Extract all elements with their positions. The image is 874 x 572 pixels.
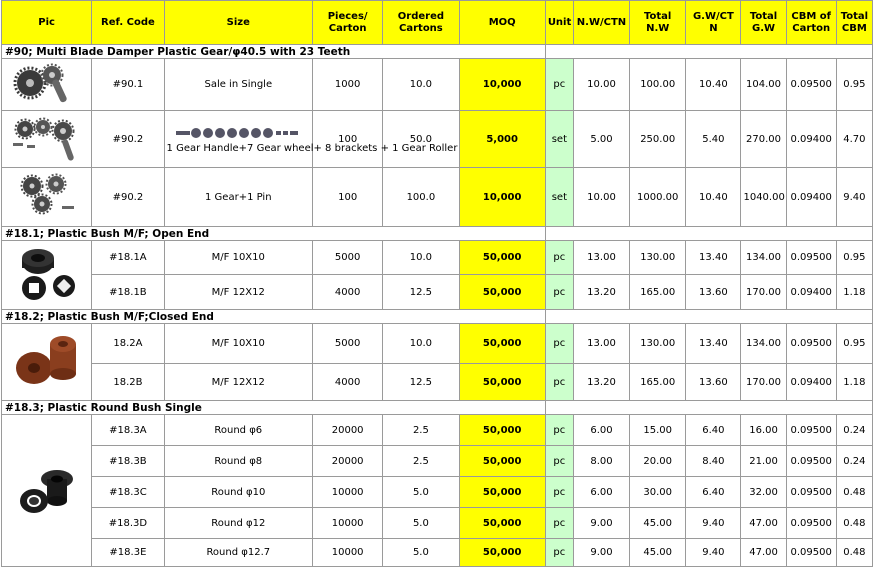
product-image[interactable] [2,111,92,168]
cbm-cell[interactable]: 0.09500 [786,241,836,275]
gear-with-handle-image [12,63,82,107]
moq-cell[interactable]: 50,000 [459,275,545,310]
cbm-cell[interactable]: 0.09500 [786,477,836,508]
section-title-row [2,227,873,241]
total-cbm-cell[interactable]: 0.95 [836,241,872,275]
brown-closed-bush-image [10,326,84,398]
cartons-cell[interactable]: 100.0 [383,168,459,227]
total-nw-cell[interactable]: 30.00 [630,477,686,508]
section-title[interactable]: #18.3; Plastic Round Bush Single [2,401,546,415]
total-cbm-cell[interactable]: 1.18 [836,275,872,310]
total-gw-cell[interactable]: 104.00 [741,59,786,111]
gw-cell[interactable]: 9.40 [686,508,741,539]
table-row [2,477,873,508]
unit-cell[interactable]: pc [545,324,573,364]
nw-cell[interactable]: 10.00 [573,168,629,227]
ref-code-cell[interactable]: #18.3D [92,508,164,539]
nw-cell[interactable]: 8.00 [573,446,629,477]
cartons-cell[interactable]: 10.0 [383,324,459,364]
total-cbm-cell[interactable]: 9.40 [836,168,872,227]
pieces-cell[interactable]: 10000 [313,508,383,539]
total-nw-cell[interactable]: 130.00 [630,241,686,275]
gw-cell[interactable]: 10.40 [686,168,741,227]
size-cell[interactable]: M/F 10X10 [164,241,313,275]
header-unit[interactable]: Unit [545,1,573,45]
section-blank [545,310,872,324]
header-total-cbm[interactable]: Total CBM [836,1,872,45]
total-gw-cell[interactable]: 47.00 [741,508,786,539]
pieces-cell[interactable]: 4000 [313,364,383,401]
cbm-cell[interactable]: 0.09400 [786,275,836,310]
total-cbm-cell[interactable]: 0.48 [836,539,872,567]
cartons-cell[interactable]: 10.0 [383,241,459,275]
black-round-bush-image [12,461,82,521]
moq-cell[interactable]: 10,000 [459,59,545,111]
total-cbm-cell[interactable]: 0.48 [836,477,872,508]
ref-code-cell[interactable]: #90.2 [92,111,164,168]
header-total-gw[interactable]: Total G.W [741,1,786,45]
unit-cell[interactable]: set [545,111,573,168]
gw-cell[interactable]: 5.40 [686,111,741,168]
table-row [2,168,873,227]
total-gw-cell[interactable]: 21.00 [741,446,786,477]
total-nw-cell[interactable]: 100.00 [630,59,686,111]
total-nw-cell[interactable]: 1000.00 [630,168,686,227]
section-title-row [2,310,873,324]
total-cbm-cell[interactable]: 0.95 [836,324,872,364]
ref-code-cell[interactable]: #18.3E [92,539,164,567]
gear-kit-image [7,115,87,163]
cartons-cell[interactable]: 12.5 [383,275,459,310]
moq-cell[interactable]: 50,000 [459,508,545,539]
cbm-cell[interactable]: 0.09400 [786,364,836,401]
cartons-cell[interactable]: 5.0 [383,508,459,539]
total-gw-cell[interactable]: 270.00 [741,111,786,168]
section-title-row [2,45,873,59]
total-gw-cell[interactable]: 170.00 [741,275,786,310]
header-row [2,1,873,45]
size-cell[interactable]: M/F 10X10 [164,324,313,364]
cartons-cell[interactable]: 10.0 [383,59,459,111]
header-moq[interactable]: MOQ [459,1,545,45]
size-description: 1 Gear Handle+7 Gear wheel+ 8 brackets + 1 Gear Roller [166,143,458,154]
total-cbm-cell[interactable]: 0.24 [836,415,872,446]
header-ref-code[interactable]: Ref. Code [92,1,164,45]
nw-cell[interactable]: 6.00 [573,477,629,508]
ref-code-cell[interactable]: #18.3A [92,415,164,446]
cbm-cell[interactable]: 0.09500 [786,539,836,567]
nw-cell[interactable]: 13.00 [573,324,629,364]
pieces-cell[interactable]: 4000 [313,275,383,310]
total-nw-cell[interactable]: 45.00 [630,508,686,539]
ref-code-cell[interactable]: #18.3C [92,477,164,508]
cartons-cell[interactable]: 12.5 [383,364,459,401]
nw-cell[interactable]: 13.00 [573,241,629,275]
total-nw-cell[interactable]: 165.00 [630,275,686,310]
black-open-bush-image [12,244,82,306]
gw-cell[interactable]: 8.40 [686,446,741,477]
pieces-cell[interactable]: 20000 [313,446,383,477]
gw-cell[interactable]: 13.40 [686,241,741,275]
header-gw-ctn[interactable]: G.W/CT N [686,1,741,45]
nw-cell[interactable]: 13.20 [573,364,629,401]
moq-cell[interactable]: 50,000 [459,446,545,477]
total-gw-cell[interactable]: 32.00 [741,477,786,508]
nw-cell[interactable]: 5.00 [573,111,629,168]
gw-cell[interactable]: 6.40 [686,415,741,446]
total-nw-cell[interactable]: 20.00 [630,446,686,477]
size-cell[interactable]: M/F 12X12 [164,275,313,310]
total-cbm-cell[interactable]: 0.24 [836,446,872,477]
unit-cell[interactable]: pc [545,446,573,477]
product-image[interactable] [2,415,92,567]
unit-cell[interactable]: pc [545,539,573,567]
section-title-row [2,401,873,415]
moq-cell[interactable]: 50,000 [459,415,545,446]
cbm-cell[interactable]: 0.09500 [786,59,836,111]
table-row [2,324,873,364]
total-gw-cell[interactable]: 134.00 [741,241,786,275]
nw-cell[interactable]: 10.00 [573,59,629,111]
ref-code-cell[interactable]: #90.1 [92,59,164,111]
total-nw-cell[interactable]: 45.00 [630,539,686,567]
size-cell[interactable]: Round φ12.7 [164,539,313,567]
header-pieces-carton[interactable]: Pieces/ Carton [313,1,383,45]
total-cbm-cell[interactable]: 4.70 [836,111,872,168]
size-cell[interactable]: Round φ6 [164,415,313,446]
header-total-nw[interactable]: Total N.W [630,1,686,45]
cartons-cell[interactable]: 5.0 [383,477,459,508]
nw-cell[interactable]: 13.20 [573,275,629,310]
section-blank [545,227,872,241]
unit-cell[interactable]: pc [545,364,573,401]
unit-cell[interactable]: pc [545,275,573,310]
table-row [2,275,873,310]
header-cbm-carton[interactable]: CBM of Carton [786,1,836,45]
nw-cell[interactable]: 9.00 [573,508,629,539]
total-gw-cell[interactable]: 16.00 [741,415,786,446]
moq-cell[interactable]: 50,000 [459,364,545,401]
ref-code-cell[interactable]: #90.2 [92,168,164,227]
header-pic[interactable]: Pic [2,1,92,45]
table-row [2,508,873,539]
table-row [2,539,873,567]
pieces-cell[interactable]: 100 [313,168,383,227]
total-nw-cell[interactable]: 130.00 [630,324,686,364]
moq-cell[interactable]: 5,000 [459,111,545,168]
table-row [2,111,873,168]
section-title[interactable]: #90; Multi Blade Damper Plastic Gear/φ40.5 with 23 Teeth [2,45,546,59]
gw-cell[interactable]: 10.40 [686,59,741,111]
cartons-cell[interactable]: 5.0 [383,539,459,567]
total-nw-cell[interactable]: 165.00 [630,364,686,401]
pieces-cell[interactable]: 1000 [313,59,383,111]
pieces-cell[interactable]: 5000 [313,241,383,275]
ref-code-cell[interactable]: 18.2B [92,364,164,401]
section-title[interactable]: #18.1; Plastic Bush M/F; Open End [2,227,546,241]
total-gw-cell[interactable]: 134.00 [741,324,786,364]
table-row [2,241,873,275]
total-nw-cell[interactable]: 250.00 [630,111,686,168]
pieces-cell[interactable]: 5000 [313,324,383,364]
cbm-cell[interactable]: 0.09400 [786,168,836,227]
total-cbm-cell[interactable]: 1.18 [836,364,872,401]
section-blank [545,45,872,59]
product-image[interactable] [2,59,92,111]
unit-cell[interactable]: pc [545,241,573,275]
total-gw-cell[interactable]: 1040.00 [741,168,786,227]
gear-pin-image [12,172,82,222]
moq-cell[interactable]: 50,000 [459,241,545,275]
size-cell[interactable]: M/F 12X12 [164,364,313,401]
gw-cell[interactable]: 6.40 [686,477,741,508]
moq-cell[interactable]: 50,000 [459,477,545,508]
table-row [2,59,873,111]
nw-cell[interactable]: 9.00 [573,539,629,567]
size-cell[interactable]: 1 Gear+1 Pin [164,168,313,227]
ref-code-cell[interactable]: 18.2A [92,324,164,364]
section-blank [545,401,872,415]
total-nw-cell[interactable]: 15.00 [630,415,686,446]
table-row [2,446,873,477]
moq-cell[interactable]: 50,000 [459,539,545,567]
table-row [2,415,873,446]
gear-strip-image [174,124,302,142]
unit-cell[interactable]: pc [545,508,573,539]
pieces-cell[interactable]: 10000 [313,477,383,508]
gw-cell[interactable]: 9.40 [686,539,741,567]
pieces-cell[interactable]: 10000 [313,539,383,567]
header-size[interactable]: Size [164,1,313,45]
section-title[interactable]: #18.2; Plastic Bush M/F;Closed End [2,310,546,324]
cartons-cell[interactable]: 2.5 [383,415,459,446]
cartons-cell[interactable]: 2.5 [383,446,459,477]
ref-code-cell[interactable]: #18.1B [92,275,164,310]
total-cbm-cell[interactable]: 0.95 [836,59,872,111]
cbm-cell[interactable]: 0.09500 [786,446,836,477]
cbm-cell[interactable]: 0.09500 [786,324,836,364]
total-cbm-cell[interactable]: 0.48 [836,508,872,539]
cartons-cell[interactable]: 50.0 [383,111,459,168]
total-gw-cell[interactable]: 47.00 [741,539,786,567]
header-nw-ctn[interactable]: N.W/CTN [573,1,629,45]
ref-code-cell[interactable]: #18.3B [92,446,164,477]
product-image[interactable] [2,324,92,401]
size-cell[interactable]: Round φ10 [164,477,313,508]
cbm-cell[interactable]: 0.09400 [786,111,836,168]
pieces-cell[interactable]: 20000 [313,415,383,446]
gw-cell[interactable]: 13.60 [686,364,741,401]
table-row [2,364,873,401]
unit-cell[interactable]: pc [545,59,573,111]
moq-cell[interactable]: 10,000 [459,168,545,227]
product-table [1,0,873,567]
unit-cell[interactable]: pc [545,477,573,508]
size-cell[interactable]: Sale in Single [164,59,313,111]
total-gw-cell[interactable]: 170.00 [741,364,786,401]
product-image[interactable] [2,241,92,310]
cbm-cell[interactable]: 0.09500 [786,415,836,446]
size-cell[interactable]: Round φ8 [164,446,313,477]
ref-code-cell[interactable]: #18.1A [92,241,164,275]
unit-cell[interactable]: set [545,168,573,227]
product-image[interactable] [2,168,92,227]
gw-cell[interactable]: 13.40 [686,324,741,364]
unit-cell[interactable]: pc [545,415,573,446]
moq-cell[interactable]: 50,000 [459,324,545,364]
size-cell[interactable]: Round φ12 [164,508,313,539]
gw-cell[interactable]: 13.60 [686,275,741,310]
nw-cell[interactable]: 6.00 [573,415,629,446]
cbm-cell[interactable]: 0.09500 [786,508,836,539]
pieces-cell[interactable]: 100 [313,111,383,168]
header-ordered-cartons[interactable]: Ordered Cartons [383,1,459,45]
